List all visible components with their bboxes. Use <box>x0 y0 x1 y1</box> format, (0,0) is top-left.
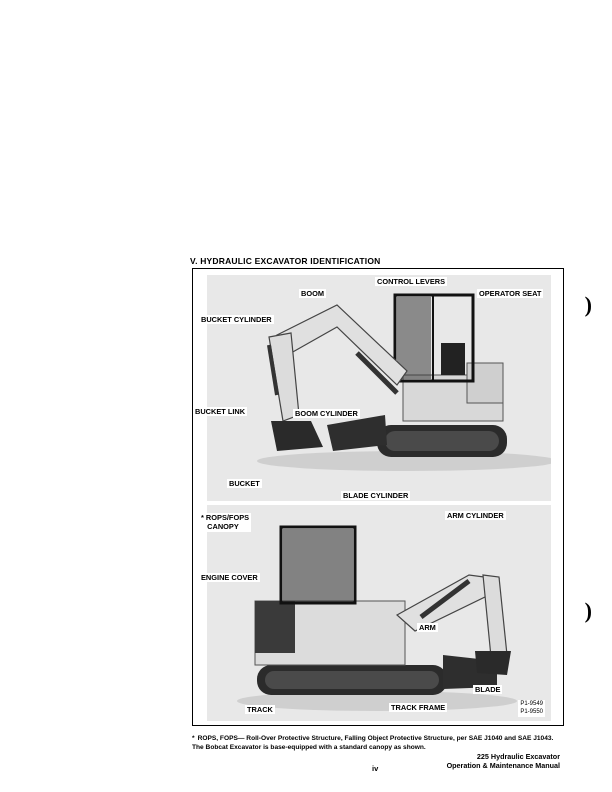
footnote-marker: * <box>192 735 195 742</box>
excavator-illustration-top <box>207 275 551 501</box>
excavator-photo-top <box>195 275 551 501</box>
label-blade-cylinder: BLADE CYLINDER <box>343 491 409 500</box>
label-arm-cylinder: ARM CYLINDER <box>447 511 504 520</box>
label-control-levers: CONTROL LEVERS <box>377 277 446 286</box>
margin-mark-bottom: ) <box>584 598 592 623</box>
photo-number-1: P1-9549 <box>520 701 543 707</box>
label-engine-cover: ENGINE COVER <box>201 573 258 582</box>
label-bucket: BUCKET <box>229 479 260 488</box>
excavator-photo-bottom <box>201 505 551 721</box>
label-track: TRACK <box>247 705 273 714</box>
identification-figure <box>192 268 564 726</box>
photo-number-2: P1-9550 <box>520 708 543 715</box>
label-arm: ARM <box>419 623 436 632</box>
manual-title-line2: Operation & Maintenance Manual <box>446 761 560 770</box>
manual-title-line1: 225 Hydraulic Excavator <box>476 752 560 761</box>
label-track-frame: TRACK FRAME <box>391 703 446 712</box>
label-blade: BLADE <box>475 685 501 694</box>
label-boom-cylinder: BOOM CYLINDER <box>295 409 358 418</box>
label-operator-seat: OPERATOR SEAT <box>479 289 542 298</box>
margin-mark-top: ) <box>584 292 592 317</box>
label-bucket-link: BUCKET LINK <box>195 407 246 416</box>
manual-title <box>447 752 560 770</box>
page-number: iv <box>372 764 379 773</box>
label-rops-fops-canopy: * ROPS/FOPS CANOPY <box>201 513 250 531</box>
section-heading: V. HYDRAULIC EXCAVATOR IDENTIFICATION <box>190 256 381 266</box>
footnote-text: ROPS, FOPS— Roll-Over Protective Structure, Falling Object Protective Structure, per SAE J1040 and SAE J1043. The Bobcat Excavator is base-equipped with a standard canopy as shown. <box>192 735 554 751</box>
photo-numbers <box>518 700 545 717</box>
footnote <box>192 734 564 752</box>
label-bucket-cylinder: BUCKET CYLINDER <box>201 315 272 324</box>
label-boom: BOOM <box>301 289 324 298</box>
